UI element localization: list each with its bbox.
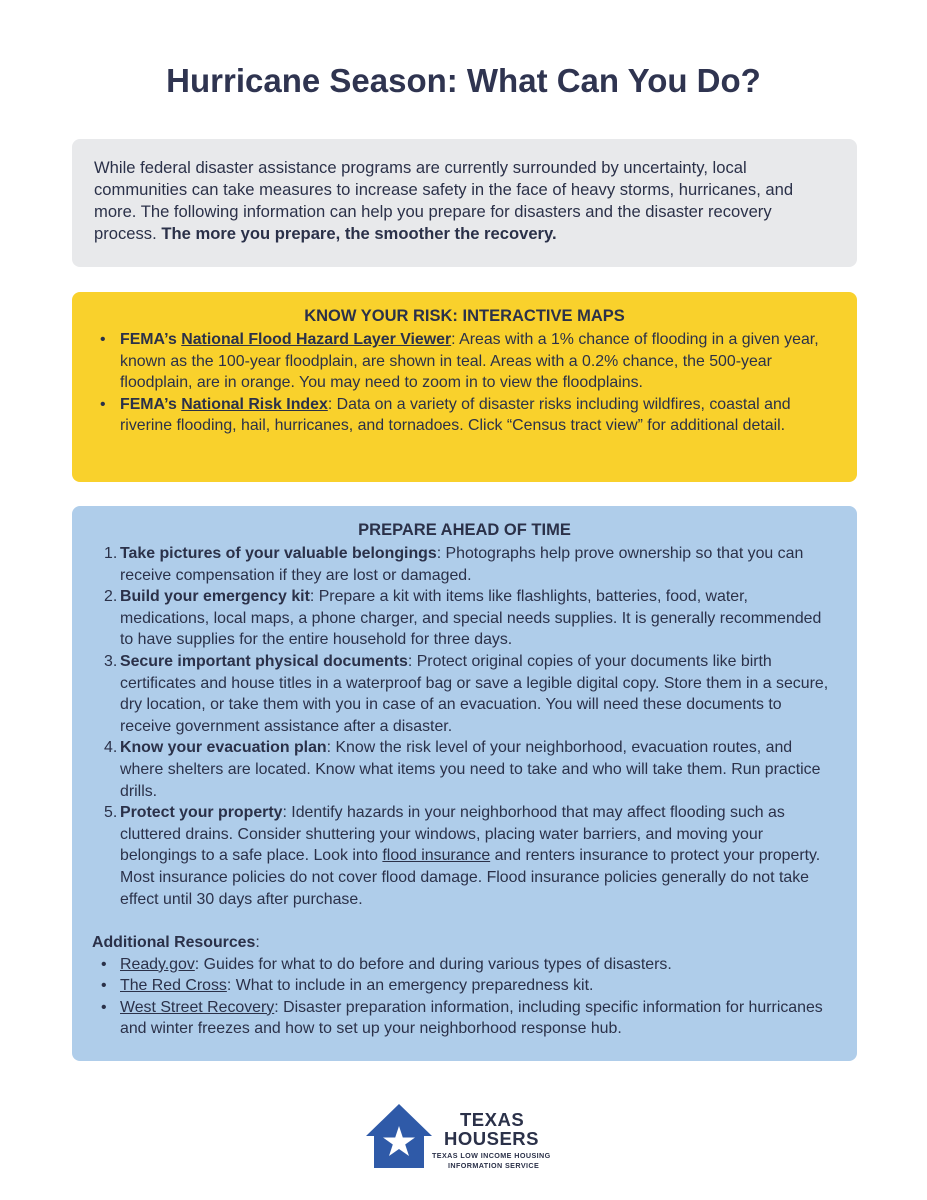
list-item: 2. Build your emergency kit: Prepare a kit with items like flashlights, batteries, food, water, medications, local maps, a phone charger, and special needs supplies. It is generally recommended to have supplies for the entire household for three days. [104, 588, 822, 649]
ready-gov-link[interactable]: Ready.gov [120, 955, 195, 973]
additional-resources-heading: Additional Resources: [92, 934, 260, 952]
national-risk-index-link[interactable]: National Risk Index [181, 395, 328, 413]
logo-word-housers: HOUSERS [444, 1128, 539, 1149]
red-cross-link[interactable]: The Red Cross [120, 977, 227, 995]
intro-text: While federal disaster assistance programs are currently surrounded by uncertainty, local communities can take measures to increase safety in the face of heavy storms, hurricanes, and more. The following information can help you prepare for disasters and the disaster recovery process. The more you prepare, the smoother the recovery. [94, 158, 794, 243]
texas-housers-logo [364, 1102, 564, 1174]
intro-box [72, 139, 857, 267]
list-item: • Ready.gov: Guides for what to do before and during various types of disasters. [92, 954, 837, 976]
intro-emphasis: The more you prepare, the smoother the recovery. [161, 224, 557, 243]
list-item: • FEMA’s National Flood Hazard Layer Viewer: Areas with a 1% chance of flooding in a given year, known as the 100-year floodplain, are shown in teal. Areas with a 0.2% chance, the 500-year floodplain, are in orange. You may need to zoom in to view the floodplains. [100, 331, 819, 392]
prepare-heading: PREPARE AHEAD OF TIME [358, 521, 571, 539]
page-title: Hurricane Season: What Can You Do? [166, 62, 761, 99]
flood-insurance-link[interactable]: flood insurance [382, 847, 491, 865]
list-number: 1. [104, 545, 118, 562]
bullet-icon: • [101, 977, 107, 995]
list-item: 4. Know your evacuation plan: Know the risk level of your neighborhood, evacuation routes, and where shelters are located. Know what items you need to take and who will take them. Run practice drills. [104, 739, 821, 800]
flood-hazard-viewer-link[interactable]: National Flood Hazard Layer Viewer [181, 331, 452, 348]
list-item: • FEMA’s National Risk Index: Data on a variety of disaster risks including wildfires, coastal and riverine flooding, hail, hurricanes, and tornadoes. Click “Census tract view” for additional detail. [100, 395, 791, 435]
list-item: 3. Secure important physical documents: Protect original copies of your documents like birth certificates and house titles in a waterproof bag or save a legible digital copy. Store them in a secure, dry location, or take them with you in case of an evacuation. You will need these documents to receive government assistance after a disaster. [104, 652, 829, 735]
prepare-box [72, 506, 857, 1061]
west-street-recovery-link[interactable]: West Street Recovery [120, 998, 275, 1016]
bullet-icon: • [101, 955, 107, 973]
house-star-icon [364, 1102, 434, 1170]
bullet-icon: • [100, 331, 106, 348]
list-item: • The Red Cross: What to include in an emergency preparedness kit. [92, 975, 837, 997]
list-number: 5. [104, 804, 118, 822]
logo-tagline: INFORMATION SERVICE [448, 1161, 540, 1170]
logo-word-texas: TEXAS [460, 1109, 525, 1130]
list-item: 5. Protect your property: Identify hazards in your neighborhood that may affect flooding such as cluttered drains. Consider shuttering your windows, placing water barriers, and moving your belongings to a safe place. Look into flood insurance and renters insurance to protect your property. Most insurance policies do not cover flood damage. Flood insurance policies generally do not take effect until 30 days after purchase. [104, 804, 821, 908]
risk-maps-box [72, 292, 857, 482]
logo-tagline: TEXAS LOW INCOME HOUSING [432, 1151, 551, 1160]
list-item: 1. Take pictures of your valuable belongings: Photographs help prove ownership so that you can receive compensation if they are lost or damaged. [104, 545, 804, 584]
list-number: 3. [104, 652, 118, 670]
bullet-icon: • [101, 998, 107, 1016]
bullet-icon: • [100, 395, 106, 413]
risk-heading: KNOW YOUR RISK: INTERACTIVE MAPS [304, 307, 625, 325]
list-item: • West Street Recovery: Disaster preparation information, including specific information for hurricanes and winter freezes and how to set up your neighborhood response hub. [101, 998, 823, 1038]
list-number: 4. [104, 739, 118, 757]
list-number: 2. [104, 588, 118, 606]
